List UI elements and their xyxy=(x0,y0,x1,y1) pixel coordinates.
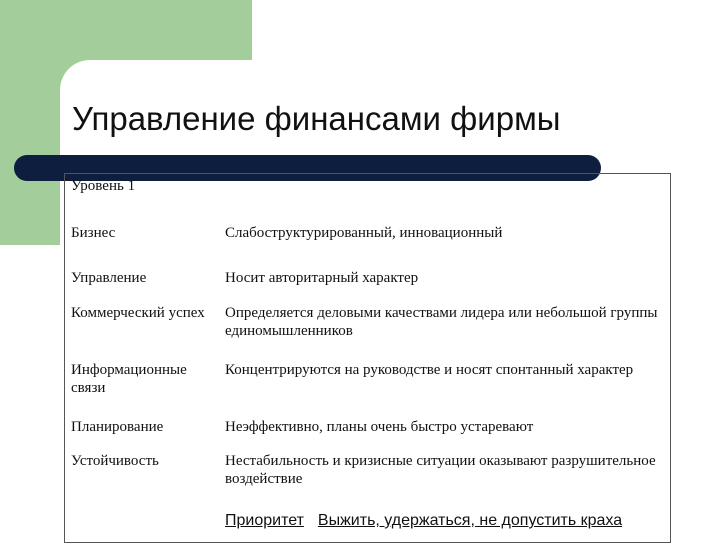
row-value-stability: Нестабильность и кризисные ситуации оказывают разрушительное воздействие xyxy=(225,453,656,487)
row-value-business: Слабоструктурированный, инновационный xyxy=(225,225,503,241)
row-value-commercial-success: Определяется деловыми качествами лидера или небольшой группы единомышленников xyxy=(225,305,658,339)
row-label-planning: Планирование xyxy=(71,419,164,435)
row-label-business: Бизнес xyxy=(71,225,116,241)
row-value-planning: Неэффективно, планы очень быстро устаревают xyxy=(225,419,534,435)
priority-text: Выжить, удержаться, не допустить краха xyxy=(317,512,623,529)
level-heading: Уровень 1 xyxy=(71,178,136,194)
row-value-information-links: Концентрируются на руководстве и носят спонтанный характер xyxy=(225,362,634,378)
priority-statement xyxy=(225,509,675,533)
priority-label: Приоритет xyxy=(225,512,304,529)
row-label-commercial-success: Коммерческий успех xyxy=(71,305,205,321)
row-label-management: Управление xyxy=(71,270,147,286)
row-value-management: Носит авторитарный характер xyxy=(225,270,419,286)
slide-title: Управление финансами фирмы xyxy=(72,100,561,137)
row-label-information-links: Информационные связи xyxy=(71,362,187,396)
row-label-stability: Устойчивость xyxy=(71,453,159,469)
